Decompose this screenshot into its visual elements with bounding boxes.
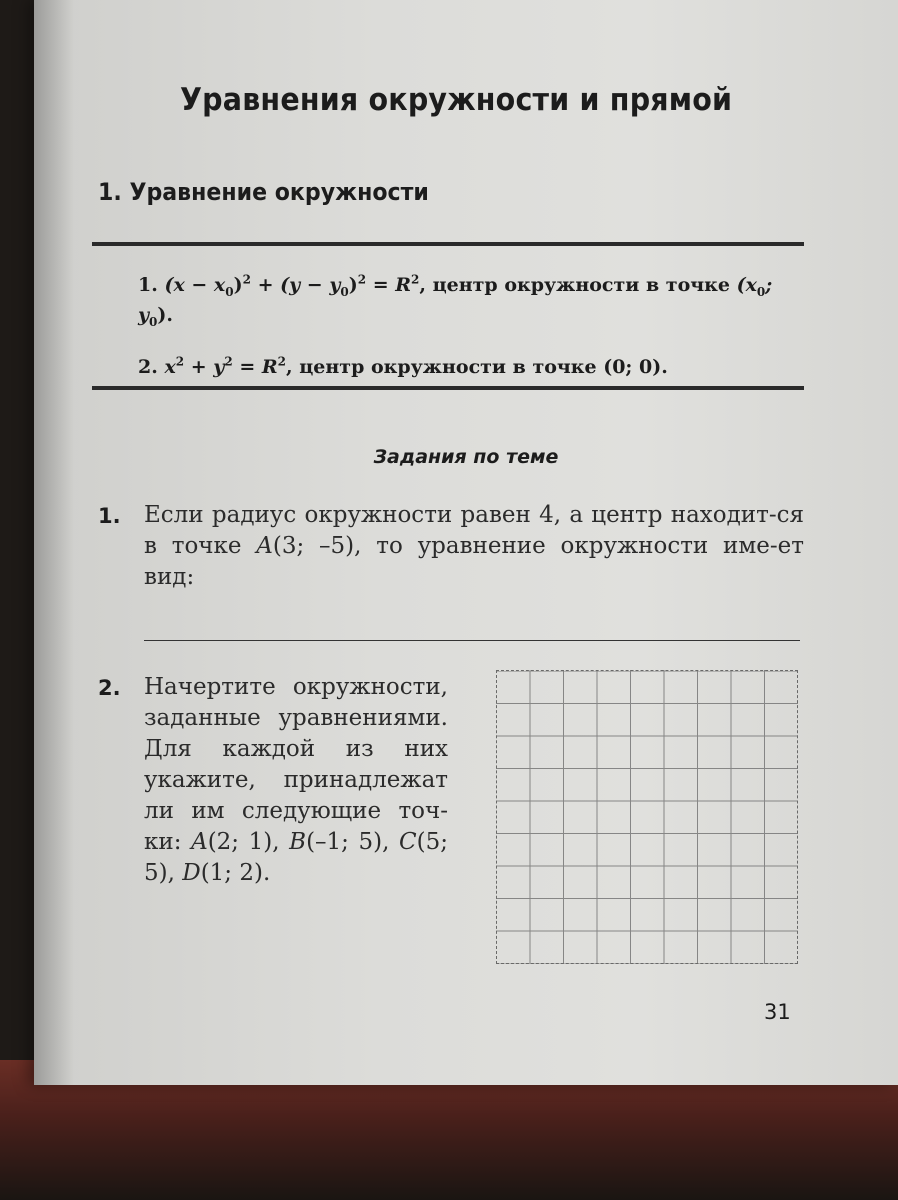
- section-heading: 1. Уравнение окружности: [98, 178, 429, 206]
- textbook-page: [34, 0, 898, 1085]
- formula-description: , центр окружности в точке: [419, 274, 737, 296]
- formula-center: ($x_0$; $y_0$).: [138, 274, 773, 329]
- tasks-heading: Задания по теме: [373, 446, 559, 468]
- spine-shadow: [34, 0, 74, 1085]
- drawing-grid[interactable]: [496, 670, 798, 964]
- formula-expression: $x^2 + y^2 = R^2$: [164, 354, 287, 378]
- page-title: Уравнения окружности и прямой: [180, 82, 733, 118]
- formula-number: 2.: [138, 356, 158, 378]
- formula-circle-origin: [138, 352, 806, 382]
- formula-circle-general: [138, 270, 806, 330]
- formula-number: 1.: [138, 274, 158, 296]
- page-number: 31: [764, 1000, 791, 1024]
- task-number: 1.: [98, 504, 121, 528]
- task-number: 2.: [98, 676, 121, 700]
- formula-expression: $(x - x_0)^2 + (y - y_0)^2 = R^2$: [164, 272, 420, 299]
- formula-description: , центр окружности в точке (0; 0).: [286, 356, 668, 378]
- formula-box-bottom-rule: [92, 386, 804, 390]
- answer-line[interactable]: [144, 640, 800, 641]
- formula-box-top-rule: [92, 242, 804, 246]
- task-2-text: Начертите окружности, заданные уравнениями. Для каждой из них укажите, принадлежат ли им следующие точ-ки: A(2; 1), B(–1; 5), C(5; 5), D(1; 2).: [144, 674, 448, 886]
- task-1-text: Если радиус окружности равен 4, а центр находит-ся в точке A(3; –5), то уравнение окружности име-ет вид:: [144, 502, 804, 590]
